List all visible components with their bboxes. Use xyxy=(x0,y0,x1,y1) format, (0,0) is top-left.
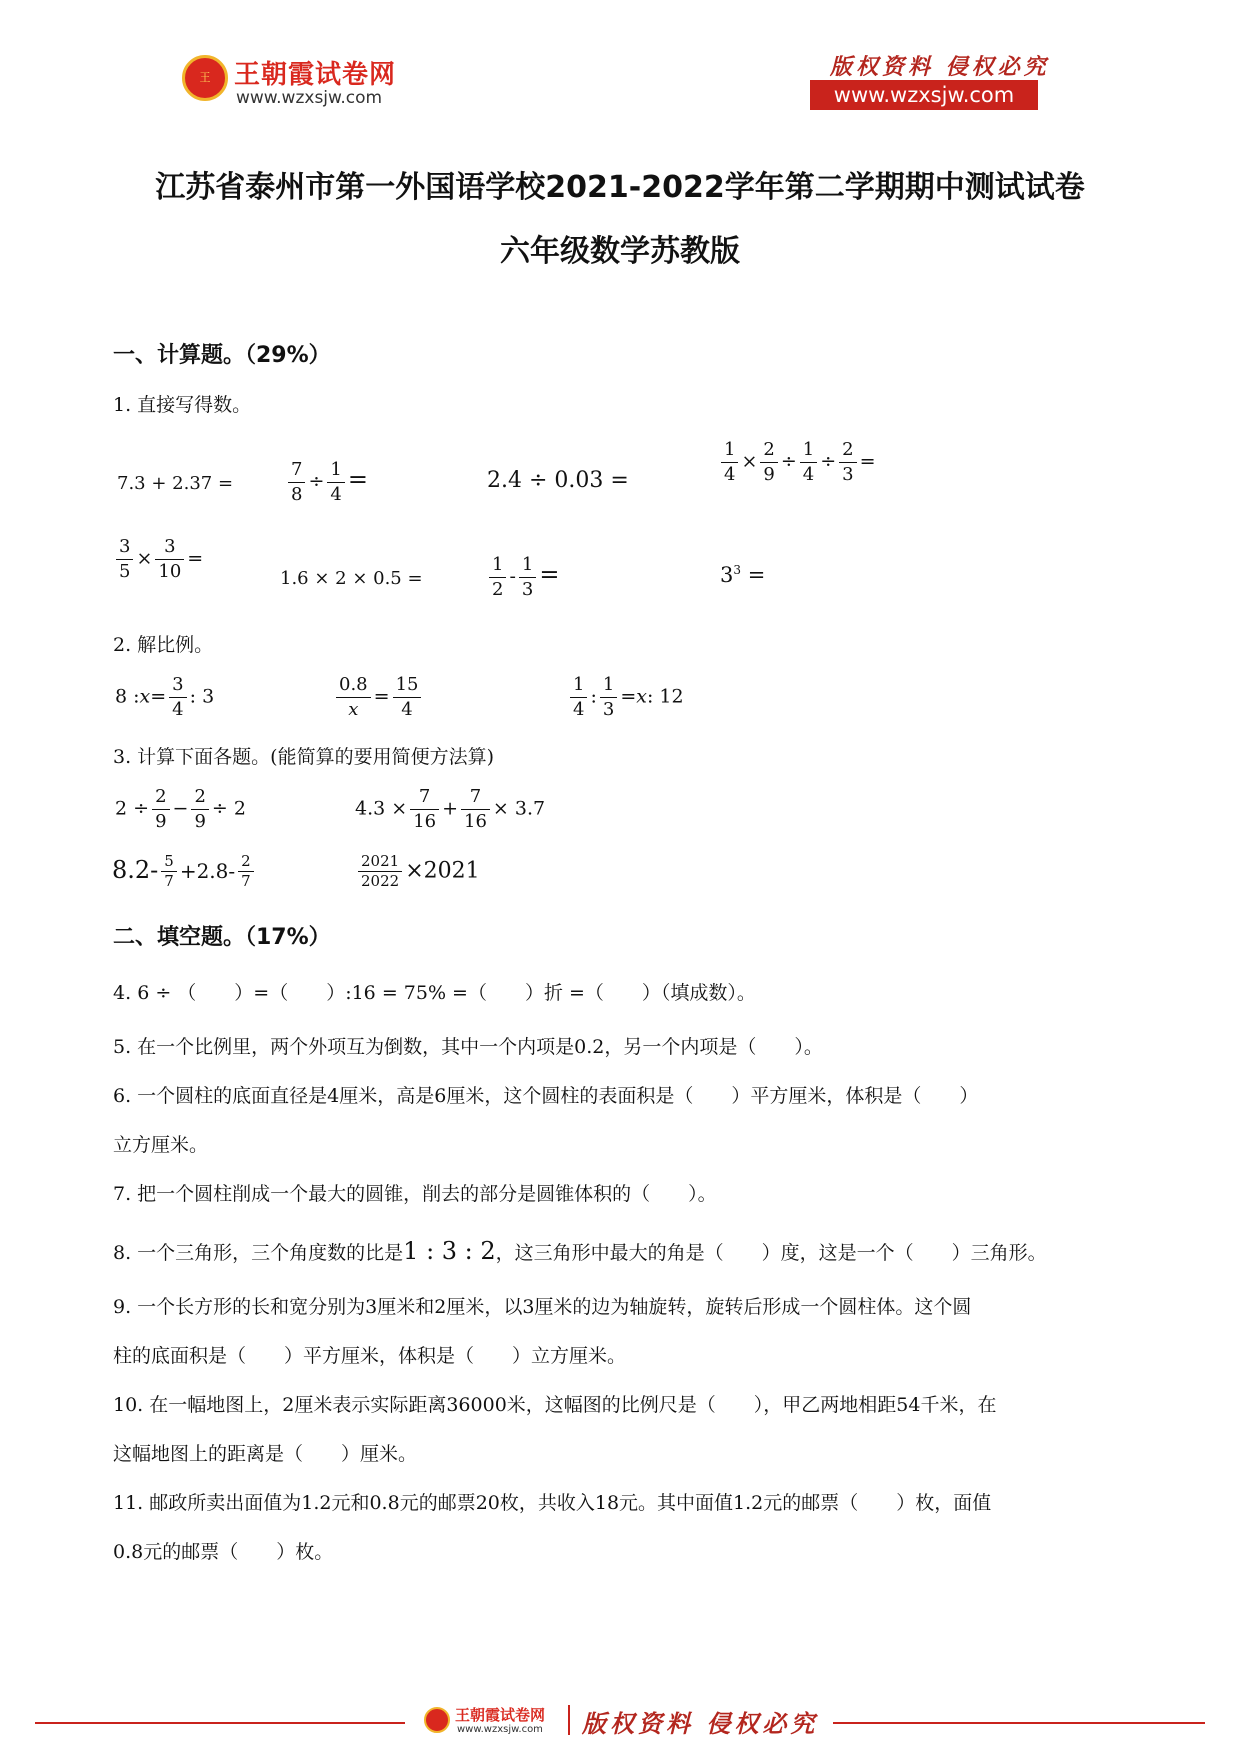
question-9-line2: 柱的底面积是（ ）平方厘米，体积是（ ）立方厘米。 xyxy=(113,1345,627,1367)
calc-1: 2 ÷ $\frac{2}{9}$ − $\frac{2}{9}$ ÷ 2 xyxy=(115,786,246,832)
calc-4: $\frac{2021}{2022}$ ×2021 xyxy=(355,852,480,891)
footer-copyright: 版权资料 侵权必究 xyxy=(582,1709,819,1738)
expr-2: $\frac{7}{8}$ ÷ $\frac{1}{4}$ = xyxy=(285,458,368,507)
question-9-line1: 9. 一个长方形的长和宽分别为3厘米和2厘米，以3厘米的边为轴旋转，旋转后形成一个圆柱体。这个圆 xyxy=(113,1296,972,1318)
brand-name: 王朝霞试卷网 xyxy=(234,60,397,90)
footer-brand: 王朝霞试卷网 xyxy=(455,1706,546,1724)
question-7: 7. 把一个圆柱削成一个最大的圆锥，削去的部分是圆锥体积的（ ）。 xyxy=(113,1183,717,1205)
page-subtitle: 六年级数学苏教版 xyxy=(500,234,740,269)
question-10-line1: 10. 在一幅地图上，2厘米表示实际距离36000米，这幅图的比例尺是（ ），甲乙两地相距54千米，在 xyxy=(113,1394,997,1416)
question-4: 4. 6 ÷ （ ）=（ ）:16 = 75% =（ ）折 =（ ）（填成数）。 xyxy=(113,982,756,1004)
question-1-label: 1. 直接写得数。 xyxy=(113,394,252,416)
question-2-label: 2. 解比例。 xyxy=(113,634,214,656)
section-heading-fill-blank: 二、填空题。（17%） xyxy=(113,925,331,950)
page-title: 江苏省泰州市第一外国语学校2021-2022学年第二学期期中测试试卷 xyxy=(155,170,1085,205)
proportion-2: $\frac{0.8}{x}$ = $\frac{15}{4}$ xyxy=(333,673,424,722)
brand-url: www.wzxsjw.com xyxy=(236,88,383,108)
footer-divider-left xyxy=(35,1722,405,1724)
question-11-line1: 11. 邮政所卖出面值为1.2元和0.8元的邮票20枚，共收入18元。其中面值1.2元的邮票（ ）枚，面值 xyxy=(113,1492,992,1514)
question-5: 5. 在一个比例里，两个外项互为倒数，其中一个内项是0.2，另一个内项是（ ）。 xyxy=(113,1036,823,1058)
expr-6: 1.6 × 2 × 0.5 = xyxy=(280,568,423,589)
question-3-label: 3. 计算下面各题。(能简算的要用简便方法算) xyxy=(113,746,494,768)
brand-logo-icon: 王 xyxy=(182,55,228,101)
footer-separator xyxy=(568,1705,570,1735)
question-10-line2: 这幅地图上的距离是（ ）厘米。 xyxy=(113,1443,418,1465)
copyright-url: www.wzxsjw.com xyxy=(810,80,1038,110)
question-6-line1: 6. 一个圆柱的底面直径是4厘米，高是6厘米，这个圆柱的表面积是（ ）平方厘米，体积是（ ） xyxy=(113,1085,979,1107)
question-8: 8. 一个三角形，三个角度数的比是1 : 3 : 2，这三角形中最大的角是（ ）度，这是一个（ ）三角形。 xyxy=(113,1237,1047,1265)
copyright-notice: 版权资料 侵权必究 xyxy=(830,54,1050,80)
expr-1: 7.3 + 2.37 = xyxy=(117,473,234,494)
footer-divider-right xyxy=(833,1722,1205,1724)
expr-7: $\frac{1}{2}$ - $\frac{1}{3}$ = xyxy=(486,553,559,602)
expr-4: $\frac{1}{4}$ × $\frac{2}{9}$ ÷ $\frac{1}{4}$ ÷ $\frac{2}{3}$ = xyxy=(718,438,876,487)
footer-url: www.wzxsjw.com xyxy=(457,1724,543,1735)
calc-2: 4.3 × $\frac{7}{16}$ + $\frac{7}{16}$ × 3.7 xyxy=(355,786,546,832)
calc-3: 8.2- $\frac{5}{7}$ +2.8- $\frac{2}{7}$ xyxy=(112,852,257,891)
section-heading-calculation: 一、计算题。（29%） xyxy=(113,343,331,368)
question-6-line2: 立方厘米。 xyxy=(113,1134,209,1156)
proportion-1: 8 :x= $\frac{3}{4}$ : 3 xyxy=(115,674,215,720)
expr-8: $3^3$ = xyxy=(720,563,766,587)
proportion-3: $\frac{1}{4}$ : $\frac{1}{3}$ =x: 12 xyxy=(567,673,684,722)
question-11-line2: 0.8元的邮票（ ）枚。 xyxy=(113,1541,334,1563)
footer-logo-icon xyxy=(424,1707,450,1733)
expr-5: $\frac{3}{5}$ × $\frac{3}{10}$ = xyxy=(113,535,203,584)
expr-3: 2.4 ÷ 0.03 = xyxy=(487,468,629,493)
